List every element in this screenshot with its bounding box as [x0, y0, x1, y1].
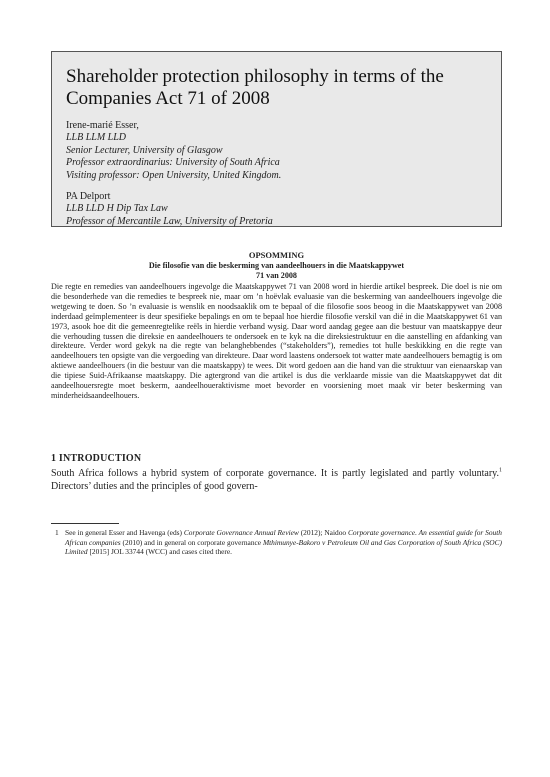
footnote-citation: Mthimunye-Bakoro v Petroleum Oil and Gas Corporation of South Africa (SOC) Limited	[65, 537, 502, 557]
author-credential: LLB LLD H Dip Tax Law	[66, 203, 168, 215]
author-list	[66, 120, 486, 237]
author-name: Irene-marié Esser,	[66, 120, 139, 131]
footnote-text-part: See in general Esser and Havenga (eds)	[65, 528, 184, 537]
footnote-citation: Corporate Governance Annual Review	[183, 528, 299, 537]
author-block-esser	[66, 120, 486, 182]
footnote-text-part: [2015] JOL 33744 (WCC) and cases cited there.	[87, 547, 233, 557]
intro-text: South Africa follows a hybrid system of corporate governance. It is partly legislated and partly voluntary.	[51, 468, 499, 479]
introduction-paragraph	[51, 467, 502, 493]
author-credential: Professor extraordinarius: University of South Africa	[66, 157, 280, 169]
footnote-ref[interactable]: 1	[499, 467, 502, 474]
abstract-heading: OPSOMMING	[248, 250, 305, 260]
author-credential: LLB LLM LLD	[66, 132, 127, 144]
abstract-subtitle	[51, 261, 502, 281]
section-heading: 1 INTRODUCTION	[51, 453, 142, 464]
title-box	[51, 51, 502, 227]
author-block-delport	[66, 191, 486, 228]
footnote-text	[65, 528, 502, 557]
author-name: PA Delport	[66, 191, 111, 203]
author-credential: Professor of Mercantile Law, University of Pretoria	[66, 215, 273, 227]
abstract-text: Die regte en remedies van aandeelhouers ingevolge die Maatskappywet 71 van 2008 word in hierdie artikel bespreek. Die doel is nie om die besonderhede van die remedies te bespreek nie, maar om ’n hoëvlak evaluasie van die beskerming van aandeelhouers ingevolge die wetgewing te doen. So ’n evaluasie is wenslik en noodsaaklik om te bepaal of die filosofie soos beoog in die Maatskappywet van 2008 inderdaad geïmplementeer is deur spesifieke bepalings en om te bepaal hoe hierdie filosofie verskil van dié in die Maatskappywet 61 van 1973, asook hoe dit die gemeenregtelike reëls in hierdie verband wysig. Daar word aandag gegee aan die bestuur van maatskappye deur die verhouding tussen die direksie en aandeelhouers te ondersoek en te kyk na die direksiestruktuur en die aanstelling en afdanking van direkteure. Verder word gekyk na die regte van belanghebbendes (“stakeholders”), remedies tot hulle beskikking en die regte van aandeelhouers ten opsigte van die vergoeding van direkteure. Daar word laastens ondersoek tot watter mate aandeelhouers bemagtig is om aktiewe aandeelhouers (in die bestuur van die maatskappy) te wees. Dit word gedoen aan die hand van die struktuur van eienaarskap van die tipiese Suid-Afrikaanse maatskappy. Die agtergrond van die artikel is dus die verklaarde missie van die Maatskappywet dat dit aandeelhouersregte moet beskerm, aandeelhoueraktivisme moet bevorder en voorsiening moet maak vir beter beskerming van minderheidsaandeelhouers.	[51, 282, 502, 400]
abstract-subtitle-line: 71 van 2008	[256, 271, 297, 280]
intro-text: Directors’ duties and the principles of good govern-	[51, 481, 258, 492]
article-title: Shareholder protection philosophy in terms of the Companies Act 71 of 2008	[66, 66, 444, 109]
footnote-text-part: (2010) and in general on corporate governance	[120, 537, 263, 547]
footnote-citation: Corporate governance. An essential guide for South African companies	[65, 528, 502, 547]
footnote	[51, 528, 502, 557]
footnote-separator	[51, 523, 119, 524]
author-credential: Senior Lecturer, University of Glasgow	[66, 144, 223, 156]
footnote-number: 1	[55, 528, 59, 537]
footnote-text-part: (2012); Naidoo	[298, 528, 348, 537]
author-credential: Visiting professor: Open University, United Kingdom.	[66, 169, 282, 181]
abstract-subtitle-line: Die filosofie van die beskerming van aandeelhouers in die Maatskappywet	[148, 261, 405, 270]
